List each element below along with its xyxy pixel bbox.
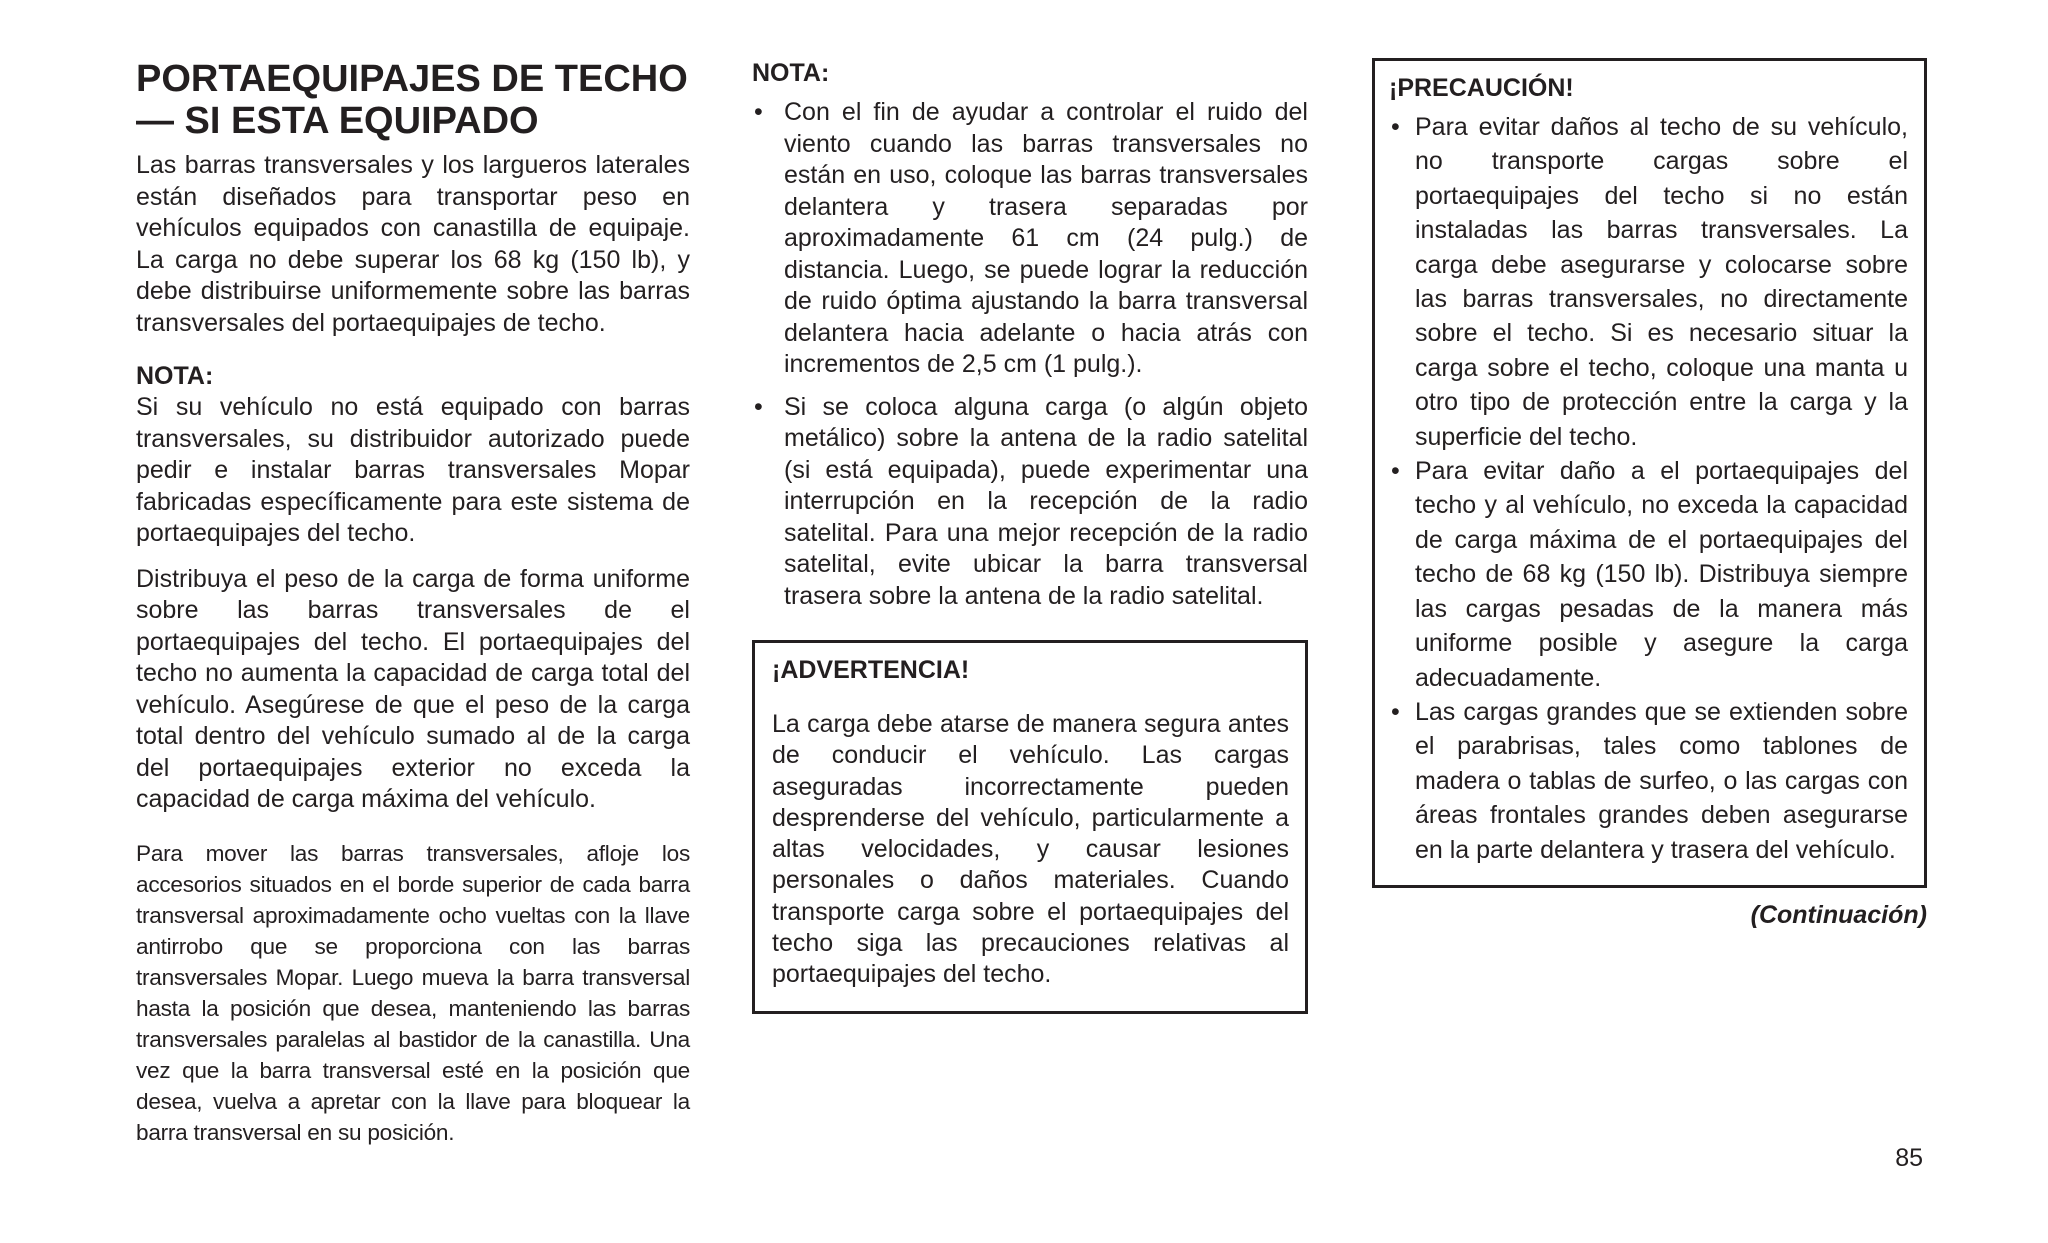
note-label: NOTA: [136,362,214,390]
bullet-icon: • [754,392,763,421]
intro-paragraph: Las barras transversales y los largueros laterales están diseñados para transportar peso en vehículos equipados con canastilla de equipaje. La carga no debe superar los 68 kg (150 lb), y debe distribuirse uniformemente sobre las barras transversales del portaequipajes de techo. [136,151,690,337]
caution-title: ¡PRECAUCIÓN! [1389,74,1574,102]
list-item [752,392,1308,613]
distribute-paragraph: Distribuya el peso de la carga de forma uniforme sobre las barras transversales de el portaequipajes del techo. El portaequipajes del techo no aumenta la capacidad de carga total del vehículo. Asegúrese de que el peso de la carga total dentro del vehículo sumado al de la carga del portaequipajes exterior no exceda la capacidad de carga máxima del vehículo. [136,564,690,813]
warning-text: La carga debe atarse de manera segura antes de conducir el vehículo. Las cargas aseguradas incorrectamente pueden desprenderse del vehículo, particularmente a altas velocidades, y causar lesiones personales o daños materiales. Cuando transporte carga sobre el portaequipajes del techo siga las precauciones relativas al portaequipajes del techo. [772,710,1289,989]
list-item [1389,110,1908,454]
bullet-icon: • [1391,113,1400,141]
bullet-icon: • [1391,697,1400,726]
bullet-icon: • [1391,457,1400,486]
bullet-icon: • [754,98,763,126]
page-number: 85 [1895,1144,1923,1172]
right-column [1372,58,1927,931]
list-item-text: Si se coloca alguna carga (o algún objeto metálico) sobre la antena de la radio satelital (si está equipada), puede experimentar una interrupción en la recepción de la radio satelital. Para una mejor recepción de la radio satelital, evite ubicar la barra transversal trasera sobre la antena de la radio satelital. [784,392,1308,610]
note-bullet-list [752,97,1308,612]
list-item-text: Las cargas grandes que se extienden sobre el parabrisas, tales como tablones de madera o tablas de surfeo, o las cargas con áreas frontales grandes deben asegurarse en la parte delantera y trasera del vehículo. [1415,697,1908,864]
section-title-line1: PORTAEQUIPAJES DE TECHO [136,58,688,100]
move-crossbars-paragraph: Para mover las barras transversales, afloje los accesorios situados en el borde superior de cada barra transversal aproximadamente ocho vueltas con la llave antirrobo que se proporciona con las barras transversales Mopar. Luego mueva la barra transversal hasta la posición que desea, manteniendo las barras transversales paralelas al bastidor de la canastilla. Una vez que la barra transversal esté en la posición que desea, vuelva a apretar con la llave para bloquear la barra transversal en su posición. [136,840,690,1145]
note-label: NOTA: [752,59,830,87]
list-item [1389,695,1908,867]
section-title-line2: — SI ESTA EQUIPADO [136,100,539,142]
list-item [752,97,1308,381]
note-paragraph: Si su vehículo no está equipado con barras transversales, su distribuidor autorizado puede pedir e instalar barras transversales Mopar fabricadas específicamente para este sistema de portaequipajes del techo. [136,393,690,547]
list-item-text: Con el fin de ayudar a controlar el ruido del viento cuando las barras transversales no están en uso, coloque las barras transversales delantera y trasera separadas por aproximadamente 61 cm (24 pulg.) de distancia. Luego, se puede lograr la reducción de ruido óptima ajustando la barra transversal delantera hacia adelante o hacia atrás con incrementos de 2,5 cm (1 pulg.). [784,98,1308,378]
continuation-label: (Continuación) [1750,900,1927,929]
list-item-text: Para evitar daño a el portaequipajes del techo y al vehículo, no exceda la capacidad de carga máxima de el portaequipajes del techo de 68 kg (150 lb). Distribuya siempre las cargas pesadas de la manera más uniforme posible y asegure la carga adecuadamente. [1415,457,1908,692]
warning-box [752,640,1308,1014]
caution-bullet-list [1389,110,1908,867]
list-item [1389,454,1908,695]
middle-column [752,58,1308,1014]
section-title [136,58,690,142]
list-item-text: Para evitar daños al techo de su vehículo, no transporte cargas sobre el portaequipajes del techo si no están instaladas las barras transversales. La carga debe asegurarse y colocarse sobre las barras transversales, no directamente sobre el techo. Si es necesario situar la carga sobre el techo, coloque una manta u otro tipo de protección entre la carga y la superficie del techo. [1415,113,1908,451]
warning-title: ¡ADVERTENCIA! [772,656,970,684]
left-column [136,58,690,1148]
caution-box [1372,58,1927,888]
